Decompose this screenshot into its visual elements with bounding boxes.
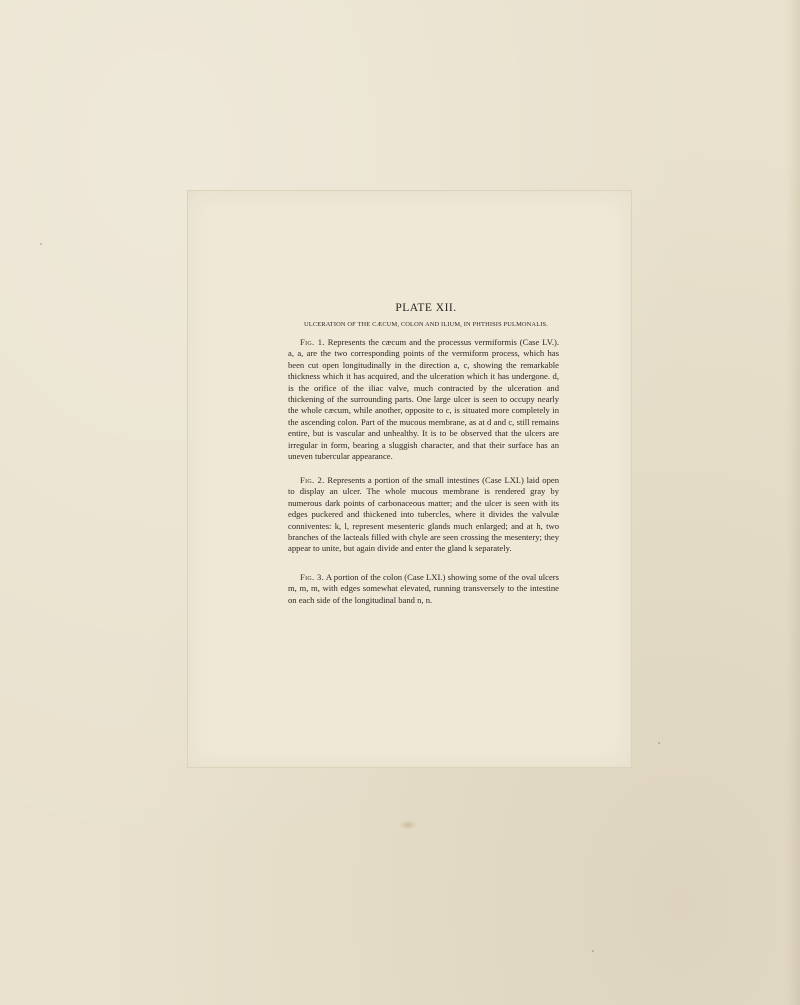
paper-stain — [399, 820, 417, 830]
paper-speck — [592, 950, 594, 952]
figure-3-text: A portion of the colon (Case LXI.) showing some of the oval ulcers m, m, m, with edges somewhat elevated, running transversely to the intestine on each side of the longitudinal band n, n. — [288, 572, 559, 605]
figure-2-text: Represents a portion of the small intestines (Case LXI.) laid open to display an ulcer. The whole mucous membrane is rendered gray by numerous dark points of carbonaceous matter; and the ulcer is seen with its edges puckered and thickened into tubercles, where it divides the valvulæ conniventes: k, l, represent mesenteric glands much enlarged; and at h, two branches of the lacteals filled with chyle are seen crossing the mesentery; they appear to unite, but again divide and enter the gland k separately. — [288, 475, 559, 554]
figure-3-description — [288, 572, 559, 606]
paper-speck — [658, 742, 660, 744]
figure-2-label: Fig. 2. — [300, 475, 325, 485]
plate-page — [187, 190, 632, 768]
figure-2-description — [288, 475, 559, 555]
plate-subtitle: ULCERATION OF THE CÆCUM, COLON AND ILIUM, IN PHTHISIS PULMONALIS. — [304, 321, 548, 328]
mount-edge-shadow — [786, 0, 800, 1005]
figure-1-label: Fig. 1. — [300, 337, 325, 347]
plate-title: PLATE XII. — [395, 302, 457, 314]
figure-3-label: Fig. 3. — [300, 572, 325, 582]
figure-1-description — [288, 337, 559, 462]
figure-1-text: Represents the cæcum and the processus vermiformis (Case LV.). a, a, are the two corresponding points of the vermiform process, which has been cut open longitudinally in the direction a, c, showing the remarkable thickness which it has acquired, and the ulceration which it has undergone. d, is the orifice of the iliac valve, much contracted by the ulceration and thickening of the surrounding parts. One large ulcer is seen to occupy nearly the whole cæcum, while another, opposite to c, is situated more completely in the ascending colon. Part of the mucous membrane, as at d and c, still remains entire, but is vascular and unhealthy. It is to be observed that the ulcers are irregular in form, bearing a sluggish character, and that their surface has an uneven tubercular appearance. — [288, 337, 560, 462]
paper-speck — [40, 243, 42, 245]
